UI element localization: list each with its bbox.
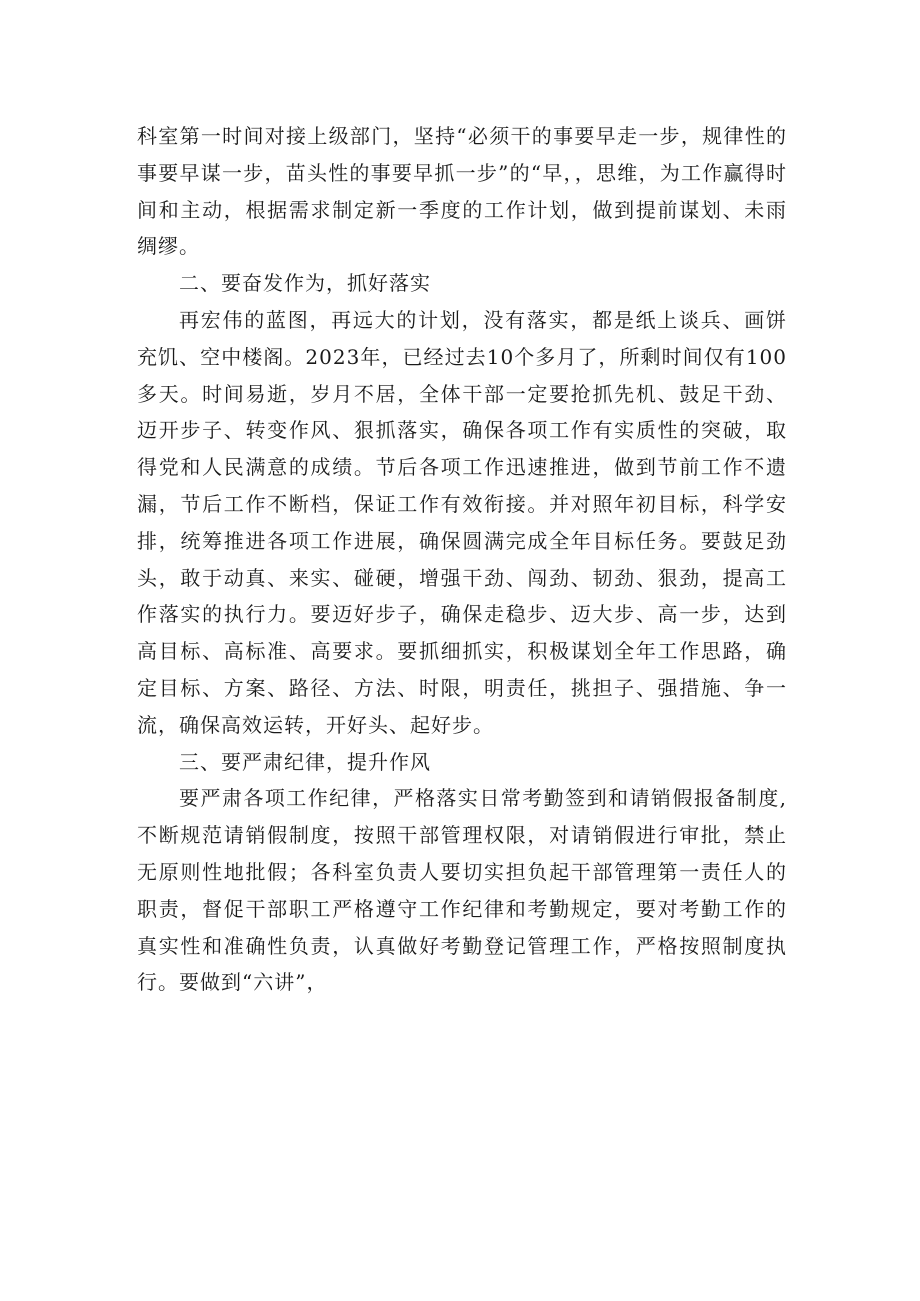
section-heading-2: 二、要奋发作为，抓好落实 bbox=[179, 271, 431, 296]
document-body bbox=[137, 118, 787, 1001]
paragraph-section-2: 再宏伟的蓝图，再远大的计划，没有落实，都是纸上谈兵、画饼充饥、空中楼阁。2023年，已经过去10个多月了，所剩时间仅有100多天。时间易逝，岁月不居，全体干部一定要抢抓先机、鼓足干劲、迈开步子、转变作风、狠抓落实，确保各项工作有实质性的突破，取得党和人民满意的成绩。节后各项工作迅速推进，做到节前工作不遗漏，节后工作不断档，保证工作有效衔接。并对照年初目标，科学安排，统筹推进各项工作进展，确保圆满完成全年目标任务。要鼓足劲头，敢于动真、来实、碰硬，增强干劲、闯劲、韧劲、狠劲，提高工作落实的执行力。要迈好步子，确保走稳步、迈大步、高一步，达到高目标、高标准、高要求。要抓细抓实，积极谋划全年工作思路，确定目标、方案、路径、方法、时限，明责任，挑担子、强措施、争一流，确保高效运转，开好头、起好步。 bbox=[137, 307, 787, 737]
paragraph-continuation: 科室第一时间对接上级部门，坚持“必须干的事要早走一步，规律性的事要早谋一步，苗头性的事要早抓一步”的“早，，思维，为工作赢得时间和主动，根据需求制定新一季度的工作计划，做到提前谋划、未雨绸缪。 bbox=[137, 124, 787, 259]
section-heading-3: 三、要严肃纪律，提升作风 bbox=[179, 749, 431, 774]
paragraph-section-3: 要严肃各项工作纪律，严格落实日常考勤签到和请销假报备制度,不断规范请销假制度，按照干部管理权限，对请销假进行审批，禁止无原则性地批假；各科室负责人要切实担负起干部管理第一责任人的职责，督促干部职工严格遵守工作纪律和考勤规定，要对考勤工作的真实性和准确性负责，认真做好考勤登记管理工作，严格按照制度执行。要做到“六讲”， bbox=[137, 786, 787, 995]
